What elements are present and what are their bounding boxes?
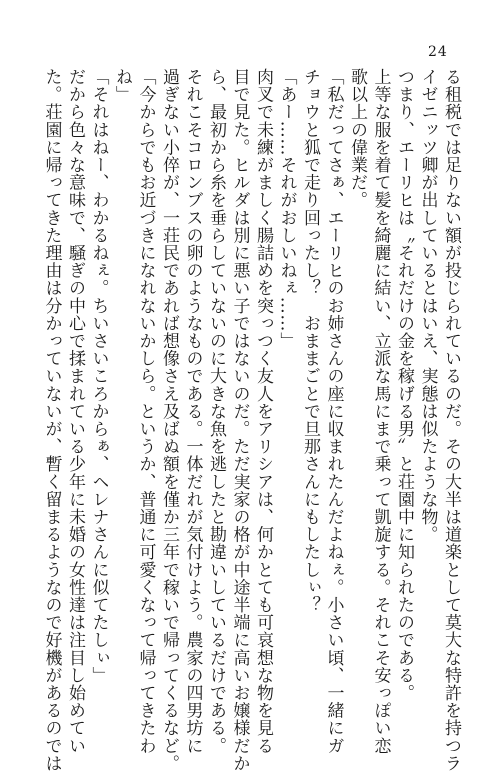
text-line: 「それはねー、わかるねぇ。ちいさいころからぁ、ヘレナさんに似てたしぃ」 (88, 68, 109, 684)
text-line: 「私だってさぁ、エーリヒのお姉さんの座に収まれたんだよねぇ。小さい頃、一緒にガ (323, 68, 344, 755)
vertical-text-body (39, 68, 462, 772)
text-line: それこそコロンブスの卵のようなものである。一体だれが気付けよう。農家の四男坊に (182, 68, 203, 755)
text-line: 目で見た。ヒルダは別に悪い子ではないのだ。ただ実家の格が中途半端に高いお嬢様だか (229, 68, 250, 772)
text-line: 「今からでもお近づきになれないかしら。というか、普通に可愛くなって帰ってきたわ (135, 68, 156, 755)
text-line: だから色々な意味で、騒ぎの中心で揉まれている少年に未婚の女性達は注目し始めてい (65, 68, 85, 755)
text-line: イゼニッツ卿が出しているとはいえ、実態は似たような物。 (417, 68, 438, 544)
text-line: 歌以上の偉業だ。 (347, 68, 367, 209)
text-line: ね」 (112, 68, 132, 104)
text-line: つまり、エーリヒは〝それだけの金を稼げる男〟と荘園中に知られたのである。 (394, 68, 414, 702)
text-line: た。荘園に帰ってきた理由は分かっていないが、暫く留まるようなので好機があるのでは (41, 68, 62, 772)
text-line: 上等な服を着て髪を綺麗に結い、立派な馬にまで乗って凱旋する。それこそ安っぽい恋 (370, 68, 391, 755)
text-line: 過ぎない小倅が、一荘民であれば想像さえ及ばぬ額を僅か三年で稼いで帰ってくるなど。 (159, 68, 179, 772)
page-number: 24 (428, 44, 448, 60)
text-line: る租税では足りない額が投じられているのだ。その大半は道楽として莫大な特許を持つラ (441, 68, 461, 772)
text-line: 「あー……それがおしいねぇ……」 (276, 68, 297, 350)
text-line: 肉叉で未練がましく腸詰めを突っつく友人をアリシアは、何かとても可哀想な物を見る (253, 68, 273, 755)
text-line: チョウと狐で走り回ったし？ おままごとで旦那さんにもしたしぃ？ (300, 68, 320, 614)
text-line: ら、最初から糸を垂らしていないのに大きな魚を逃したと勘違いしているだけである。 (206, 68, 226, 755)
